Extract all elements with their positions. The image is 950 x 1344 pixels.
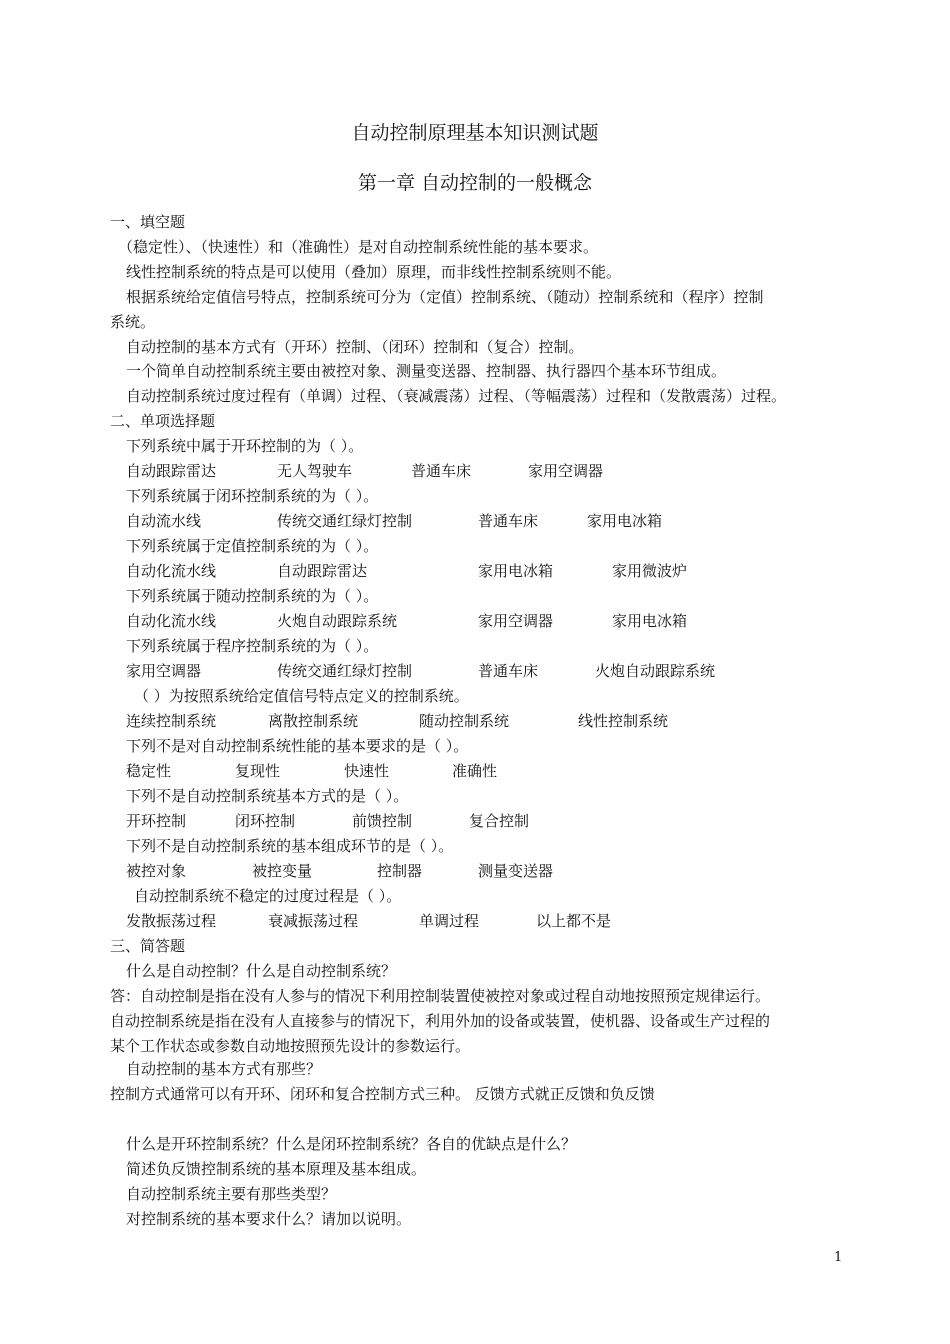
option-b: 火炮自动跟踪系统 [277, 612, 398, 630]
option-d: 复合控制 [469, 812, 530, 830]
chapter-title: 第一章 自动控制的一般概念 [357, 172, 593, 194]
short-answer-line: 对控制系统的基本要求什么？请加以说明。 [126, 1210, 412, 1228]
option-d: 家用电冰箱 [587, 512, 663, 530]
short-answer-line: 控制方式通常可以有开环、闭环和复合控制方式三种。 反馈方式就正反馈和负反馈 [110, 1085, 655, 1103]
question-text: 下列不是自动控制系统基本方式的是（ ）。 [126, 787, 409, 805]
option-a: 自动化流水线 [126, 612, 217, 630]
page-number: 1 [834, 1250, 843, 1265]
option-d: 以上都不是 [536, 912, 612, 930]
fill-blank-line: 自动控制系统过度过程有（单调）过程、（衰减震荡）过程、（等幅震荡）过程和（发散震荡）过程。 [126, 387, 787, 405]
short-answer-line: 答：自动控制是指在没有人参与的情况下利用控制装置使被控对象或过程自动地按照预定规律运行。 [110, 987, 771, 1005]
option-a: 开环控制 [126, 812, 187, 830]
option-c: 控制器 [377, 862, 423, 880]
section-heading-fill-blank: 一、填空题 [110, 213, 186, 231]
option-d: 家用微波炉 [612, 562, 688, 580]
question-text: 自动控制系统不稳定的过度过程是（ ）。 [134, 887, 402, 905]
option-a: 自动流水线 [126, 512, 202, 530]
option-d: 家用空调器 [528, 462, 604, 480]
option-c: 家用空调器 [478, 612, 554, 630]
option-d: 家用电冰箱 [612, 612, 688, 630]
option-a: 连续控制系统 [126, 712, 217, 730]
option-d: 测量变送器 [478, 862, 554, 880]
option-c: 前馈控制 [352, 812, 413, 830]
question-text: 下列不是自动控制系统的基本组成环节的是（ ）。 [126, 837, 454, 855]
option-a: 被控对象 [126, 862, 187, 880]
option-c: 普通车床 [411, 462, 472, 480]
option-a: 发散振荡过程 [126, 912, 217, 930]
option-b: 自动跟踪雷达 [277, 562, 368, 580]
option-a: 家用空调器 [126, 662, 202, 680]
question-text: 下列系统属于随动控制系统的为（ ）。 [126, 587, 379, 605]
short-answer-line: 某个工作状态或参数自动地按照预先设计的参数运行。 [110, 1037, 471, 1055]
section-heading-short-answer: 三、简答题 [110, 937, 186, 955]
option-b: 无人驾驶车 [277, 462, 353, 480]
option-b: 衰减振荡过程 [268, 912, 359, 930]
question-text: 下列系统属于程序控制系统的为（ ）。 [126, 637, 379, 655]
fill-blank-line: 自动控制的基本方式有（开环）控制、（闭环）控制和（复合）控制。 [126, 338, 584, 356]
question-text: 下列系统中属于开环控制的为（ ）。 [126, 437, 364, 455]
option-c: 普通车床 [478, 662, 539, 680]
fill-blank-line: 根据系统给定值信号特点，控制系统可分为（定值）控制系统、（随动）控制系统和（程序）控制 [126, 288, 764, 306]
option-c: 单调过程 [419, 912, 480, 930]
option-b: 复现性 [235, 762, 281, 780]
fill-blank-line: 一个简单自动控制系统主要由被控对象、测量变送器、控制器、执行器四个基本环节组成。 [126, 362, 727, 380]
short-answer-line: 什么是自动控制？什么是自动控制系统？ [126, 962, 397, 980]
section-heading-single-choice: 二、单项选择题 [110, 412, 216, 430]
option-d: 火炮自动跟踪系统 [595, 662, 716, 680]
short-answer-line: 自动控制系统是指在没有人直接参与的情况下，利用外加的设备或装置，使机器、设备或生产过程的 [110, 1012, 771, 1030]
option-b: 离散控制系统 [268, 712, 359, 730]
question-text: 下列系统属于闭环控制系统的为（ ）。 [126, 487, 379, 505]
document-title: 自动控制原理基本知识测试题 [351, 122, 599, 144]
short-answer-line: 自动控制的基本方式有那些？ [126, 1060, 322, 1078]
question-text: （ ）为按照系统给定值信号特点定义的控制系统。 [134, 687, 469, 705]
option-c: 快速性 [344, 762, 390, 780]
option-d: 线性控制系统 [578, 712, 669, 730]
fill-blank-line: （稳定性）、（快速性）和（准确性）是对自动控制系统性能的基本要求。 [118, 238, 599, 256]
short-answer-line: 自动控制系统主要有那些类型？ [126, 1185, 337, 1203]
option-c: 普通车床 [478, 512, 539, 530]
option-b: 闭环控制 [235, 812, 296, 830]
option-d: 准确性 [452, 762, 498, 780]
option-b: 传统交通红绿灯控制 [277, 512, 413, 530]
fill-blank-line: 系统。 [110, 313, 156, 331]
option-b: 被控变量 [252, 862, 313, 880]
option-a: 自动化流水线 [126, 562, 217, 580]
short-answer-line: 什么是开环控制系统？什么是闭环控制系统？各自的优缺点是什么？ [126, 1135, 577, 1153]
question-text: 下列不是对自动控制系统性能的基本要求的是（ ）。 [126, 737, 469, 755]
question-text: 下列系统属于定值控制系统的为（ ）。 [126, 537, 379, 555]
option-c: 家用电冰箱 [478, 562, 554, 580]
option-a: 自动跟踪雷达 [126, 462, 217, 480]
option-a: 稳定性 [126, 762, 172, 780]
option-b: 传统交通红绿灯控制 [277, 662, 413, 680]
option-c: 随动控制系统 [419, 712, 510, 730]
short-answer-line: 简述负反馈控制系统的基本原理及基本组成。 [126, 1160, 427, 1178]
fill-blank-line: 线性控制系统的特点是可以使用（叠加）原理，而非线性控制系统则不能。 [126, 263, 622, 281]
